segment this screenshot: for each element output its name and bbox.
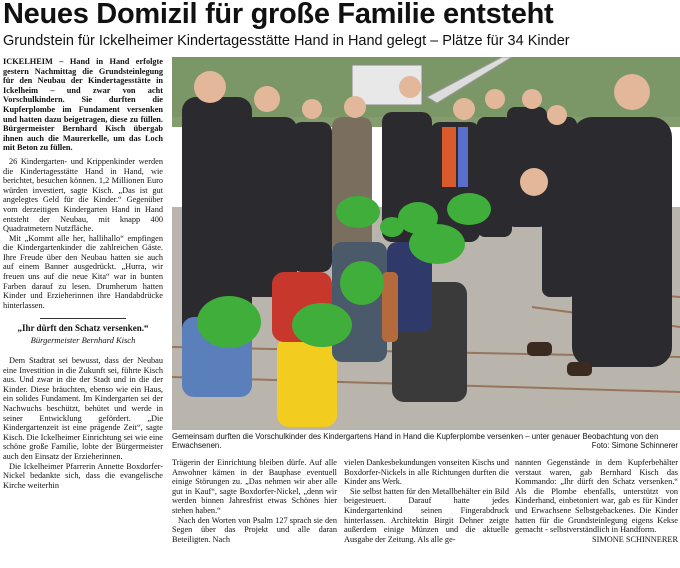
- paragraph: 26 Kindergarten- und Krippenkinder werden die Kindertagesstätte Hand in Hand, wie berichtet, besuchen können. 1,2 Millionen Euro würden investiert, sagte Kisch. „Das ist gut angelegtes Geld für die Kinder.“ Gegenüber vom derzeitigen Kindergarten Hand in Hand entsteht der Neubau, mit knapp 400 Quadratmetern Nutzfläche.: [3, 156, 163, 234]
- text-column-2: [172, 458, 337, 568]
- photo-illustration: [172, 57, 680, 430]
- author-signature: SIMONE SCHINNERER: [592, 534, 678, 544]
- photo-caption: [172, 432, 678, 451]
- text-column-1: [3, 57, 163, 568]
- article-headline: Neues Domizil für große Familie entsteht: [3, 0, 554, 30]
- pull-quote: [3, 318, 163, 346]
- paragraph: Sie selbst hatten für den Metallbehälter ein Bild beigesteuert. Darauf hatte jedes Kindergartenkind seinen Fingerabdruck hinterlassen. Architektin Birgit Dehner zeigte außerdem einige Münzen und die aktuelle Ausgabe der Zeitung. Als alle ge-: [344, 486, 509, 544]
- pull-quote-text: „Ihr dürft den Schatz versenken.“: [17, 323, 149, 334]
- caption-text: Gemeinsam durften die Vorschulkinder des Kindergartens Hand in Hand die Kupferplombe versenken – unter genauer Beobachtung von den Erwachsenen.: [172, 432, 659, 451]
- paragraph: Die Ickelheimer Pfarrerin Annette Boxdorfer-Nickel bedankte sich, dass die evangelische Kirche weiterhin: [3, 461, 163, 490]
- text-column-4: [515, 458, 678, 568]
- pull-quote-attribution: Bürgermeister Bernhard Kisch: [30, 335, 136, 346]
- article-photo: [172, 57, 680, 430]
- paragraph: Trägerin der Einrichtung bleiben dürfe. Auf alle Anwohner kämen in der Bauphase eventuell einige Störungen zu. „Das nehmen wir aber alle gut in Kauf“, sagte Boxdorfer-Nickel, „denn wir werden binnen Jahresfrist etwas Schönes hier stehen haben.“: [172, 458, 337, 515]
- paragraph: Dem Stadtrat sei bewusst, dass der Neubau eine Investition in die Zukunft sei, führte Kisch aus. Und zwar in die der Stadt und in die der Kinder. Diese bräuchten, ebenso wie ein Haus, ein solides Fundament. Im Kindergarten sei der Nachwuchs beschützt, behütet und werde in seiner Entwicklung gefördert. „Die Kindergartenzeit ist eine prägende Zeit“, sagte Kisch. Die Ickelheimer Einrichtung sei wie eine schöne große Familie, lobte der Bürgermeister auch den Einsatz der Erzieherinnen.: [3, 356, 163, 461]
- photo-credit: Foto: Simone Schinnerer: [591, 441, 678, 451]
- divider: [40, 318, 126, 319]
- article-subheadline: Grundstein für Ickelheimer Kindertagesstätte Hand in Hand gelegt – Plätze für 34 Kinder: [3, 33, 570, 49]
- text-column-3: [344, 458, 509, 568]
- paragraph: Nach den Worten von Psalm 127 sprach sie den Segen über das Projekt und alle daran Beteiligten. Nach: [172, 515, 337, 544]
- paragraph: vielen Dankesbekundungen vonseiten Kischs und Boxdorfer-Nickels in alle Richtungen durften die Kinder ans Werk.: [344, 458, 509, 487]
- paragraph: nannten Gegenstände in dem Kupferbehälter verstaut waren, gab Bernhard Kisch das Kommando: „Ihr dürft den Schatz versenken.“ Als die Plombe ebenfalls, unterstützt von Kinderhand, einbetoniert war, gab es für Kinder und Erwachsene Selbstgebackenes. Die Kinder hatten für die Grundsteinlegung eigens Kekse gemacht - selbstverständlich in Handform.: [515, 458, 678, 535]
- paragraph: Mit „Kommt alle her, hallihallo“ empfingen die Kindergartenkinder die zahlreichen Gäste. Ihre Freude über den Neubau hatten sie auch auf einem Banner ausgedrückt. „Hurra, wir freuen uns auf die neue Kita“ war in bunten Farben darauf zu lesen. Drumherum hatten Kinder und Erzieherinnen ihre Handabdrücke hinterlassen.: [3, 233, 163, 310]
- article-lead: ICKELHEIM – Hand in Hand erfolgte gestern Nachmittag die Grundsteinlegung für den Neubau der Kindertagesstätte in Ickelheim – und zwar von acht Vorschulkindern. Sie durften die Kupferplombe im Fundament versenken und hatten dazu beigetragen, diese zu füllen. Bürgermeister Bernhard Kisch übergab ihnen auch die Maurerkelle, um das Loch mit Beton zu füllen.: [3, 57, 163, 153]
